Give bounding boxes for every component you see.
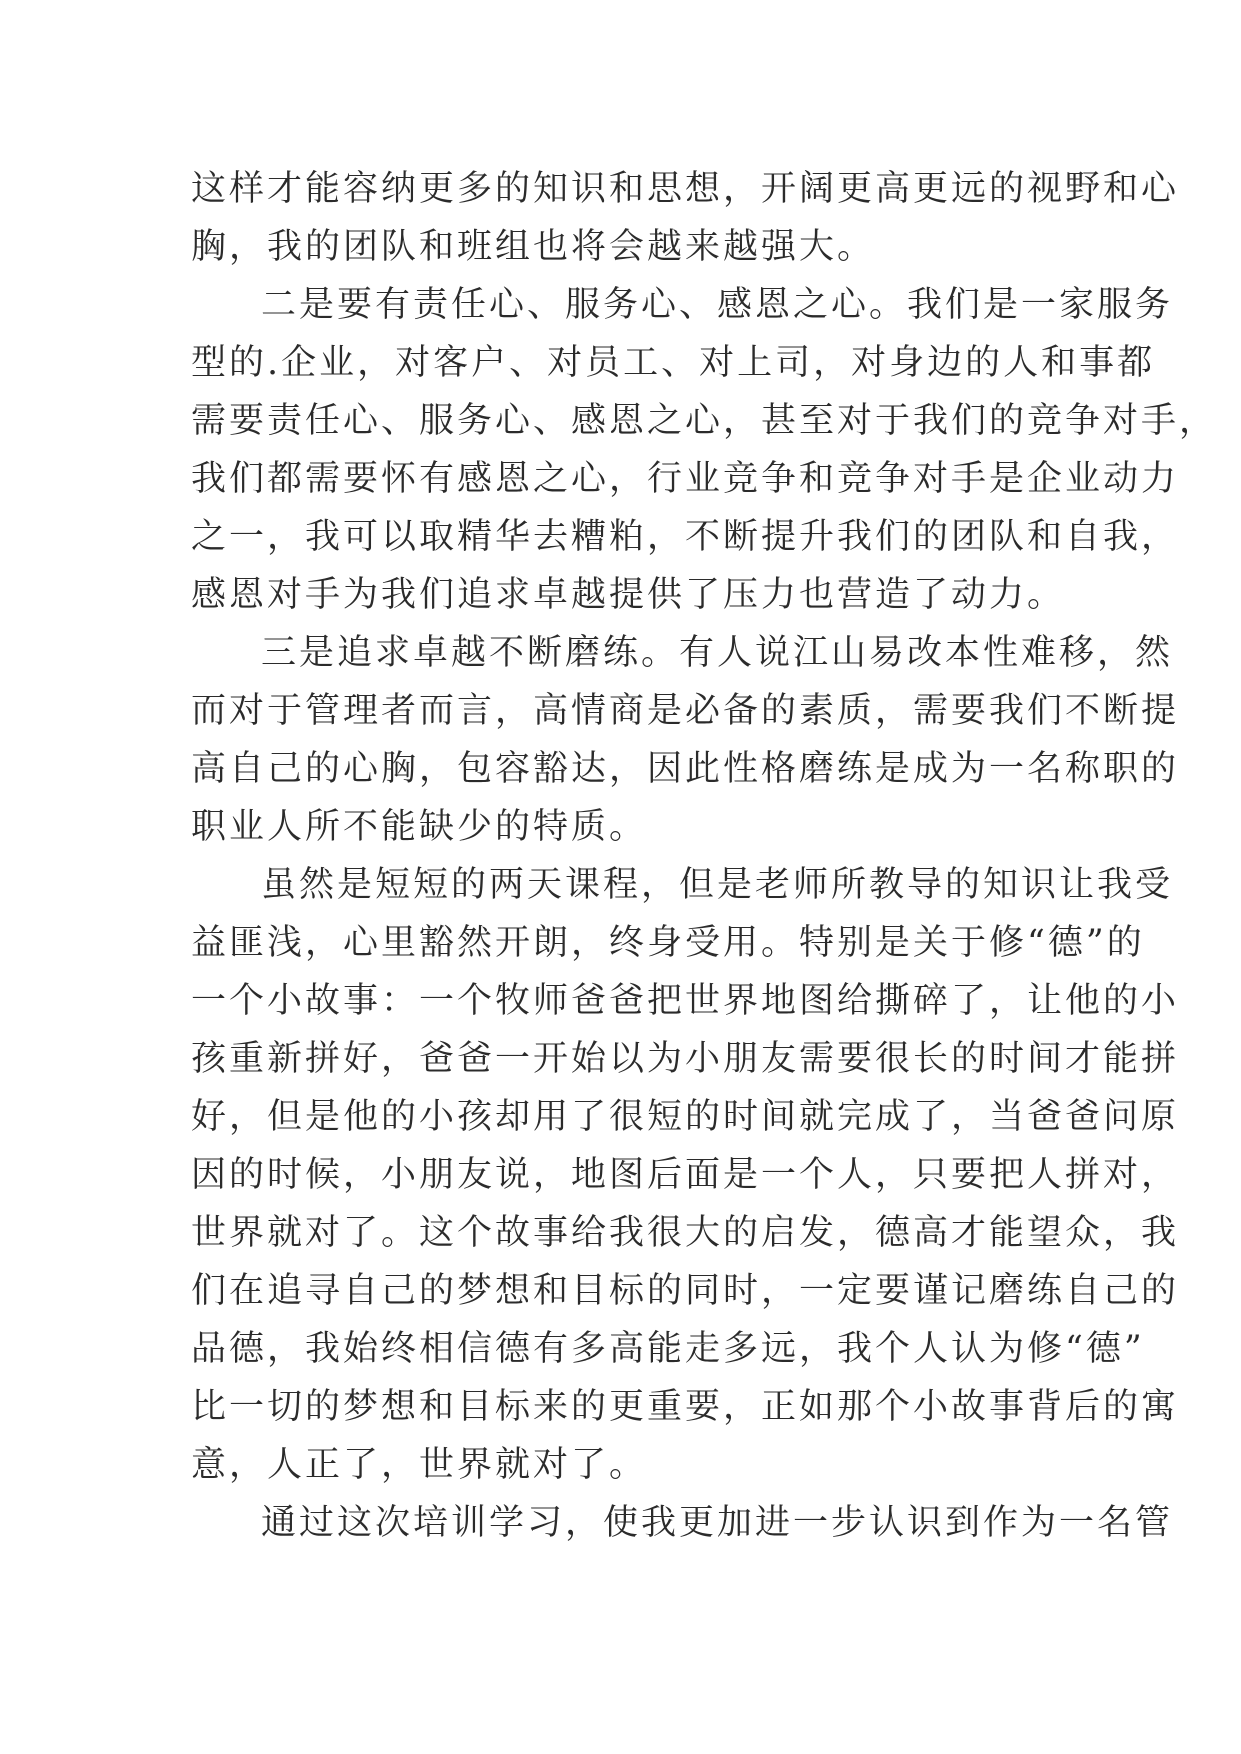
document-body [191,160,1218,1552]
text-line: 们在追寻自己的梦想和目标的同时，一定要谨记磨练自己的 [191,1271,1180,1311]
text-line: 意，人正了，世界就对了。 [191,1445,648,1485]
text-line: 我们都需要怀有感恩之心，行业竞争和竞争对手是企业动力 [191,459,1180,499]
text-line: 型的.企业，对客户、对员工、对上司，对身边的人和事都 [191,343,1156,383]
text-line: 高自己的心胸，包容豁达，因此性格磨练是成为一名称职的 [191,749,1180,789]
text-line: 比一切的梦想和目标来的更重要，正如那个小故事背后的寓 [191,1387,1180,1427]
text-line: 之一，我可以取精华去糟粕，不断提升我们的团队和自我， [191,517,1180,557]
paragraph-first-line: 虽然是短短的两天课程，但是老师所教导的知识让我受 [261,865,1174,905]
text-line: 孩重新拼好，爸爸一开始以为小朋友需要很长的时间才能拼 [191,1039,1180,1079]
text-line: 胸，我的团队和班组也将会越来越强大。 [191,227,876,267]
text-line: 好，但是他的小孩却用了很短的时间就完成了，当爸爸问原 [191,1097,1180,1137]
text-line: 世界就对了。这个故事给我很大的启发，德高才能望众，我 [191,1213,1180,1253]
text-line: 需要责任心、服务心、感恩之心，甚至对于我们的竞争对手， [191,401,1218,441]
text-line: 品德，我始终相信德有多高能走多远，我个人认为修“德” [191,1329,1145,1369]
text-line: 职业人所不能缺少的特质。 [191,807,648,847]
text-line: 感恩对手为我们追求卓越提供了压力也营造了动力。 [191,575,1066,615]
text-line: 因的时候，小朋友说，地图后面是一个人，只要把人拼对， [191,1155,1180,1195]
text-line: 这样才能容纳更多的知识和思想，开阔更高更远的视野和心 [191,169,1180,209]
paragraph-first-line: 二是要有责任心、服务心、感恩之心。我们是一家服务 [261,285,1174,325]
paragraph-first-line: 通过这次培训学习，使我更加进一步认识到作为一名管 [261,1503,1174,1543]
text-line: 一个小故事：一个牧师爸爸把世界地图给撕碎了，让他的小 [191,981,1180,1021]
text-line: 而对于管理者而言，高情商是必备的素质，需要我们不断提 [191,691,1180,731]
paragraph-first-line: 三是追求卓越不断磨练。有人说江山易改本性难移，然 [261,633,1174,673]
text-line: 益匪浅，心里豁然开朗，终身受用。特别是关于修“德”的 [191,923,1145,963]
